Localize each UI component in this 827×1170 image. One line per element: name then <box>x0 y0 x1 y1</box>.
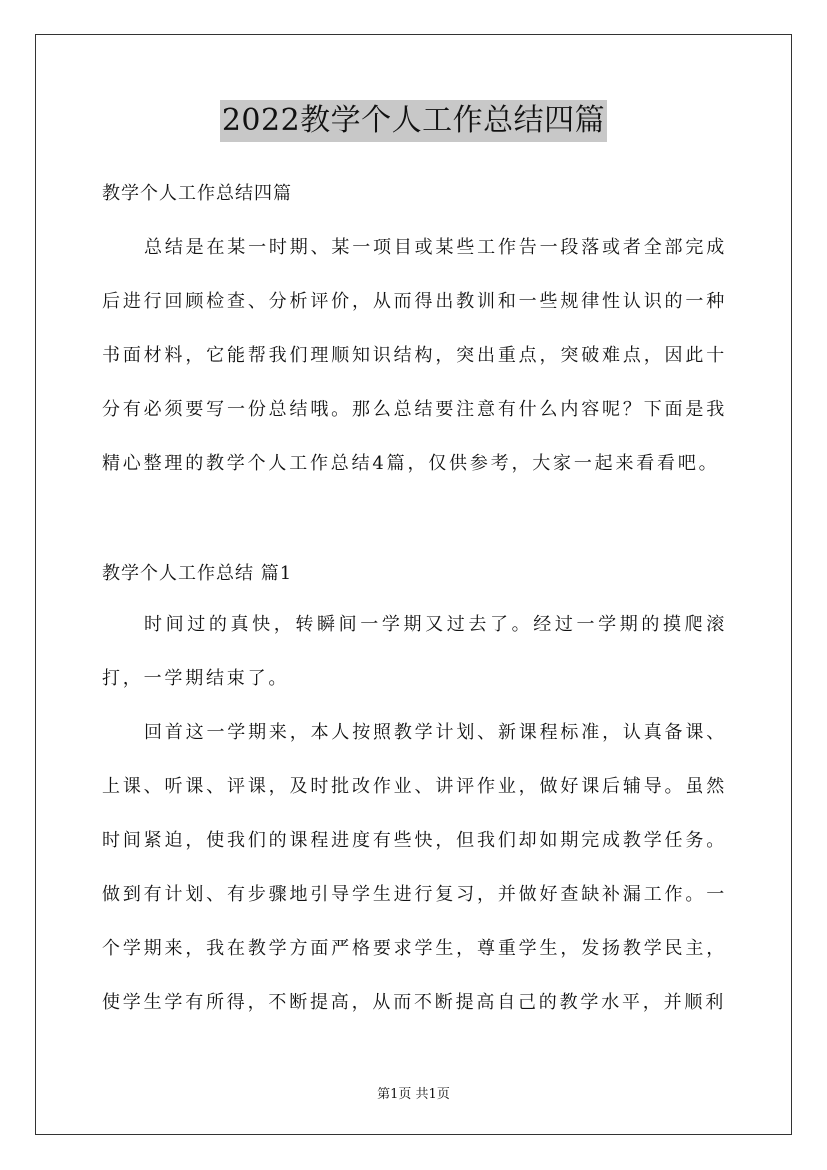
title-container <box>0 100 827 142</box>
body-paragraph-2: 回首这一学期来，本人按照教学计划、新课程标准，认真备课、上课、听课、评课，及时批改作业、讲评作业，做好课后辅导。虽然时间紧迫，使我们的课程进度有些快，但我们却如期完成教学任务。做到有计划、有步骤地引导学生进行复习，并做好查缺补漏工作。一个学期来，我在教学方面严格要求学生，尊重学生，发扬教学民主，使学生学有所得，不断提高，从而不断提高自己的教学水平，并顺利 <box>102 722 727 1013</box>
section-heading: 教学个人工作总结 篇1 <box>102 563 293 584</box>
body-paragraph-1: 时间过的真快，转瞬间一学期又过去了。经过一学期的摸爬滚打，一学期结束了。 <box>102 614 727 689</box>
page-footer: 第1页 共1页 <box>377 1087 450 1102</box>
intro-paragraph: 总结是在某一时期、某一项目或某些工作告一段落或者全部完成后进行回顾检查、分析评价，从而得出教训和一些规律性认识的一种书面材料，它能帮我们理顺知识结构，突出重点，突破难点，因此十分有必须要写一份总结哦。那么总结要注意有什么内容呢？下面是我精心整理的教学个人工作总结4篇，仅供参考，大家一起来看看吧。 <box>102 237 727 474</box>
document-title: 2022教学个人工作总结四篇 <box>220 100 607 142</box>
document-subtitle: 教学个人工作总结四篇 <box>102 183 292 204</box>
